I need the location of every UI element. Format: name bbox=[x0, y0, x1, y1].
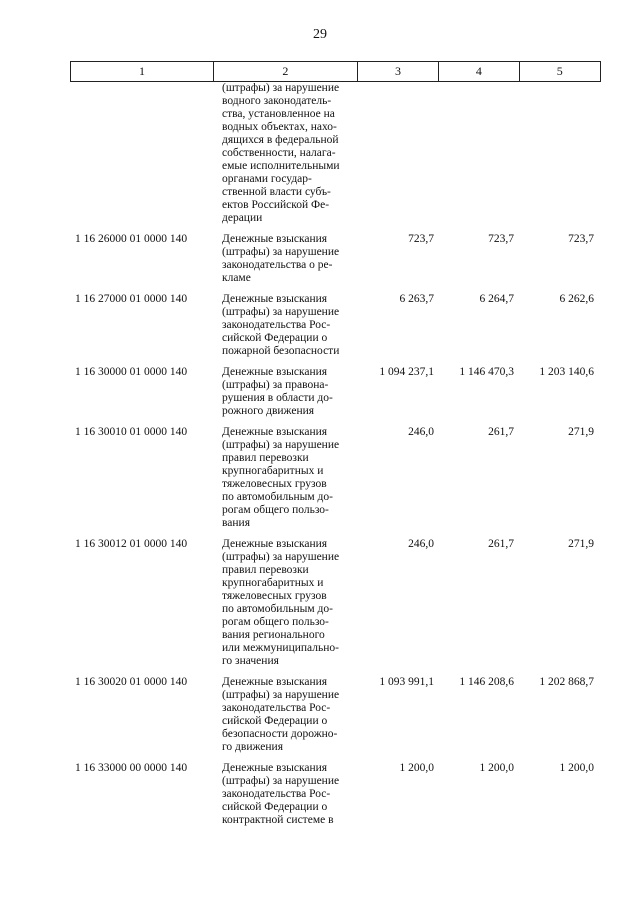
description-line: Денежные взыскания bbox=[222, 366, 328, 378]
description-line: тяжеловесных грузов bbox=[222, 478, 327, 490]
value-col-4: 6 264,7 bbox=[479, 293, 514, 305]
revenue-description bbox=[222, 426, 360, 530]
revenue-description bbox=[222, 538, 360, 668]
value-col-5: 6 262,6 bbox=[559, 293, 594, 305]
description-line: (штрафы) за нарушение bbox=[222, 775, 340, 787]
table-row bbox=[0, 426, 640, 530]
description-line: (штрафы) за нарушение bbox=[222, 246, 340, 258]
budget-code: 1 16 30000 01 0000 140 bbox=[75, 366, 188, 378]
description-line: (штрафы) за нарушение bbox=[222, 551, 340, 563]
value-col-3: 246,0 bbox=[408, 538, 434, 550]
description-line: ектов Российской Фе- bbox=[222, 199, 330, 211]
table-row bbox=[0, 762, 640, 827]
value-col-4: 723,7 bbox=[488, 233, 514, 245]
value-col-5: 271,9 bbox=[568, 538, 594, 550]
description-line: го значения bbox=[222, 655, 279, 667]
value-col-5: 1 200,0 bbox=[559, 762, 594, 774]
description-line: законодательства Рос- bbox=[222, 788, 331, 800]
description-line: органами государ- bbox=[222, 173, 312, 185]
description-line: рожного движения bbox=[222, 405, 315, 417]
description-line: безопасности дорожно- bbox=[222, 728, 338, 740]
description-line: законодательства о ре- bbox=[222, 259, 333, 271]
description-line: крупногабаритных и bbox=[222, 577, 324, 589]
description-line: сийской Федерации о bbox=[222, 332, 328, 344]
description-line: Денежные взыскания bbox=[222, 426, 328, 438]
description-line: сийской Федерации о bbox=[222, 801, 328, 813]
value-col-4: 1 146 208,6 bbox=[459, 676, 514, 688]
column-header-5: 5 bbox=[519, 62, 600, 82]
description-line: крупногабаритных и bbox=[222, 465, 324, 477]
description-line: го движения bbox=[222, 741, 283, 753]
description-line: законодательства Рос- bbox=[222, 319, 331, 331]
description-line: (штрафы) за нарушение bbox=[222, 439, 340, 451]
description-line: законодательства Рос- bbox=[222, 702, 331, 714]
table-body bbox=[0, 82, 640, 835]
description-line: или межмуниципально- bbox=[222, 642, 339, 654]
description-line: Денежные взыскания bbox=[222, 538, 328, 550]
description-line: (штрафы) за правона- bbox=[222, 379, 329, 391]
description-line: правил перевозки bbox=[222, 452, 309, 464]
continuation-text bbox=[222, 82, 360, 225]
description-line: Денежные взыскания bbox=[222, 233, 328, 245]
revenue-description bbox=[222, 366, 360, 418]
table-row bbox=[0, 538, 640, 668]
description-line: (штрафы) за нарушение bbox=[222, 306, 340, 318]
column-header-3: 3 bbox=[357, 62, 438, 82]
description-line: тяжеловесных грузов bbox=[222, 590, 327, 602]
description-line: кламе bbox=[222, 272, 251, 284]
description-line: ственной власти субъ- bbox=[222, 186, 331, 198]
value-col-3: 246,0 bbox=[408, 426, 434, 438]
description-line: контрактной системе в bbox=[222, 814, 334, 826]
description-line: водных объектах, нахо- bbox=[222, 121, 337, 133]
column-header-4: 4 bbox=[439, 62, 519, 82]
description-line: (штрафы) за нарушение bbox=[222, 689, 340, 701]
description-line: ства, установленное на bbox=[222, 108, 335, 120]
description-line: вания bbox=[222, 517, 250, 529]
value-col-5: 723,7 bbox=[568, 233, 594, 245]
budget-code: 1 16 30020 01 0000 140 bbox=[75, 676, 188, 688]
revenue-description bbox=[222, 762, 360, 827]
description-line: рогам общего пользо- bbox=[222, 504, 329, 516]
table-row bbox=[0, 233, 640, 285]
continuation-row bbox=[0, 82, 640, 225]
description-line: (штрафы) за нарушение bbox=[222, 82, 340, 94]
value-col-4: 1 200,0 bbox=[479, 762, 514, 774]
table-row bbox=[0, 293, 640, 358]
description-line: пожарной безопасности bbox=[222, 345, 340, 357]
table-row bbox=[0, 366, 640, 418]
budget-code: 1 16 30010 01 0000 140 bbox=[75, 426, 188, 438]
revenue-description bbox=[222, 233, 360, 285]
revenue-description bbox=[222, 293, 360, 358]
value-col-5: 1 203 140,6 bbox=[539, 366, 594, 378]
page-number: 29 bbox=[313, 27, 327, 42]
value-col-4: 261,7 bbox=[488, 538, 514, 550]
value-col-4: 1 146 470,3 bbox=[459, 366, 514, 378]
column-header-row bbox=[70, 61, 601, 82]
description-line: рушения в области до- bbox=[222, 392, 333, 404]
table-row bbox=[0, 676, 640, 754]
description-line: Денежные взыскания bbox=[222, 676, 328, 688]
description-line: рогам общего пользо- bbox=[222, 616, 329, 628]
value-col-3: 1 093 991,1 bbox=[379, 676, 434, 688]
description-line: дящихся в федеральной bbox=[222, 134, 339, 146]
budget-code: 1 16 30012 01 0000 140 bbox=[75, 538, 188, 550]
description-line: вания регионального bbox=[222, 629, 325, 641]
value-col-5: 271,9 bbox=[568, 426, 594, 438]
revenue-description bbox=[222, 676, 360, 754]
value-col-3: 1 094 237,1 bbox=[379, 366, 434, 378]
value-col-5: 1 202 868,7 bbox=[539, 676, 594, 688]
description-line: Денежные взыскания bbox=[222, 762, 328, 774]
description-line: по автомобильным до- bbox=[222, 491, 333, 503]
column-header-2: 2 bbox=[213, 62, 357, 82]
description-line: собственности, налага- bbox=[222, 147, 336, 159]
description-line: правил перевозки bbox=[222, 564, 309, 576]
value-col-3: 6 263,7 bbox=[399, 293, 434, 305]
column-header-1: 1 bbox=[71, 62, 214, 82]
budget-code: 1 16 33000 00 0000 140 bbox=[75, 762, 188, 774]
description-line: Денежные взыскания bbox=[222, 293, 328, 305]
description-line: по автомобильным до- bbox=[222, 603, 333, 615]
budget-code: 1 16 26000 01 0000 140 bbox=[75, 233, 188, 245]
value-col-3: 723,7 bbox=[408, 233, 434, 245]
budget-code: 1 16 27000 01 0000 140 bbox=[75, 293, 188, 305]
value-col-4: 261,7 bbox=[488, 426, 514, 438]
description-line: сийской Федерации о bbox=[222, 715, 328, 727]
description-line: дерации bbox=[222, 212, 263, 224]
description-line: емые исполнительными bbox=[222, 160, 340, 172]
description-line: водного законодатель- bbox=[222, 95, 332, 107]
value-col-3: 1 200,0 bbox=[399, 762, 434, 774]
